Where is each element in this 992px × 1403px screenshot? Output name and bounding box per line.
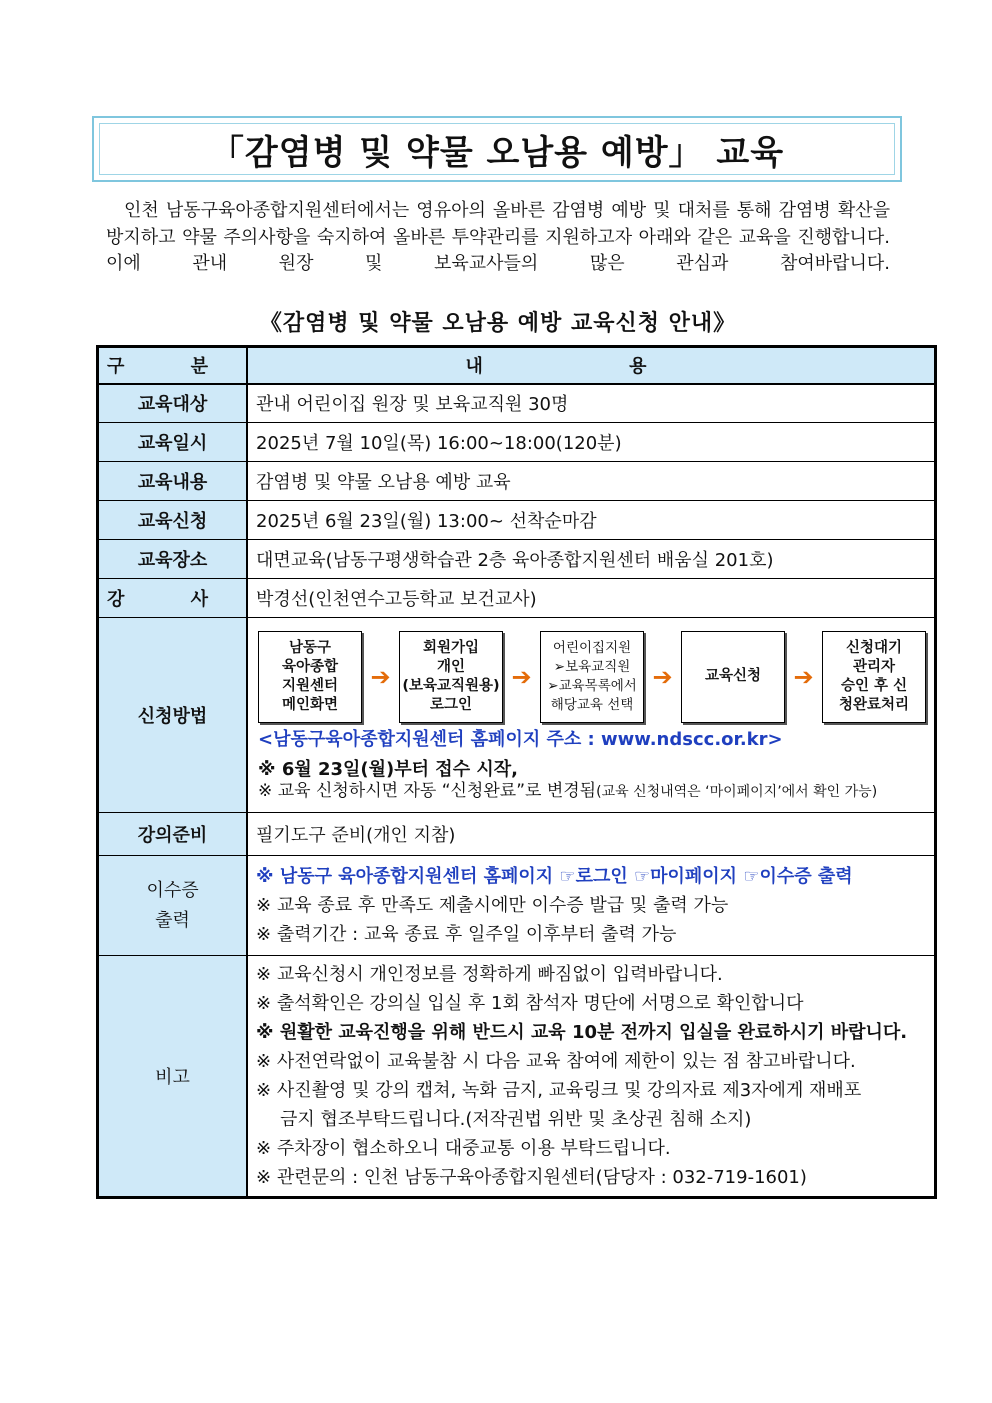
cert-line-1: ※ 남동구 육아종합지원센터 홈페이지 ☞로그인 ☞마이페이지 ☞이수증 출력 bbox=[256, 866, 853, 887]
row-label: 강 사 bbox=[98, 579, 248, 618]
row-value: 2025년 6월 23일(월) 13:00~ 선착순마감 bbox=[247, 501, 936, 540]
intro-paragraph bbox=[106, 198, 890, 278]
remark-line-6: 금지 협조부탁드립니다.(저작권법 위반 및 초상권 침해 소지) bbox=[280, 1109, 752, 1130]
remarks-content bbox=[247, 956, 936, 1198]
auto-note-small: (교육 신청내역은 ‘마이페이지’에서 확인 가능) bbox=[596, 783, 878, 800]
row-value: 관내 어린이집 원장 및 보육교직원 30명 bbox=[247, 384, 936, 423]
cert-line-3: ※ 출력기간 : 교육 종료 후 일주일 이후부터 출력 가능 bbox=[256, 924, 677, 945]
arrow-right-icon: ➔ bbox=[370, 662, 391, 691]
cert-line-2: ※ 교육 종료 후 만족도 제출시에만 이수증 발급 및 출력 가능 bbox=[256, 895, 729, 916]
apply-row bbox=[98, 618, 936, 813]
step-apply: 교육신청 bbox=[681, 631, 785, 723]
row-label: 교육내용 bbox=[98, 462, 248, 501]
prep-value: 필기도구 준비(개인 지참) bbox=[247, 813, 936, 856]
row-label: 교육신청 bbox=[98, 501, 248, 540]
apply-content bbox=[247, 618, 936, 813]
remark-line-5: ※ 사진촬영 및 강의 캡쳐, 녹화 금지, 교육링크 및 강의자료 제3자에게 재배포 bbox=[256, 1080, 862, 1101]
remark-line-3: ※ 원활한 교육진행을 위해 반드시 교육 10분 전까지 입실을 완료하시기 바랍니다. bbox=[256, 1022, 908, 1043]
step-select-course: 어린이집지원 ➢보육교직원 ➢교육목록에서 해당교육 선택 bbox=[540, 631, 644, 723]
auto-note bbox=[258, 781, 926, 802]
apply-label: 신청방법 bbox=[98, 618, 248, 813]
header-content: 내 용 bbox=[247, 347, 936, 384]
table-row bbox=[98, 540, 936, 579]
table-row bbox=[98, 579, 936, 618]
cert-row bbox=[98, 856, 936, 956]
step-main-page: 남동구 육아종합 지원센터 메인화면 bbox=[258, 631, 362, 723]
arrow-right-icon: ➔ bbox=[793, 662, 814, 691]
title-box bbox=[92, 116, 902, 182]
prep-label: 강의준비 bbox=[98, 813, 248, 856]
row-value: 박경선(인천연수고등학교 보건교사) bbox=[247, 579, 936, 618]
row-label: 교육일시 bbox=[98, 423, 248, 462]
apply-steps bbox=[258, 631, 926, 723]
table-header-row bbox=[98, 347, 936, 384]
remark-line-1: ※ 교육신청시 개인정보를 정확하게 빠짐없이 입력바랍니다. bbox=[256, 964, 723, 985]
cert-content bbox=[247, 856, 936, 956]
cert-label bbox=[98, 856, 248, 956]
arrow-right-icon: ➔ bbox=[652, 662, 673, 691]
remark-line-2: ※ 출석확인은 강의실 입실 후 1회 참석자 명단에 서명으로 확인합니다 bbox=[256, 993, 804, 1014]
step-approval: 신청대기 관리자 승인 후 신 청완료처리 bbox=[822, 631, 926, 723]
cert-label-line1: 이수증 bbox=[146, 879, 199, 901]
remarks-row bbox=[98, 956, 936, 1198]
info-table bbox=[96, 345, 937, 1199]
table-row bbox=[98, 501, 936, 540]
table-row bbox=[98, 423, 936, 462]
row-value: 2025년 7월 10일(목) 16:00~18:00(120분) bbox=[247, 423, 936, 462]
intro-text: 인천 남동구육아종합지원센터에서는 영유아의 올바른 감염병 예방 및 대처를 통해 감염병 확산을 방지하고 약물 주의사항을 숙지하여 올바른 투약관리를 지원하고자 아래와 같은 교육을 진행합니다. 이에 관내 원장 및 보육교사들의 많은 관심과 참여바랍니다. bbox=[106, 200, 890, 274]
start-note: ※ 6월 23일(월)부터 접수 시작, bbox=[258, 758, 518, 780]
row-label: 교육대상 bbox=[98, 384, 248, 423]
arrow-right-icon: ➔ bbox=[511, 662, 532, 691]
row-value: 대면교육(남동구평생학습관 2층 육아종합지원센터 배움실 201호) bbox=[247, 540, 936, 579]
remarks-label: 비고 bbox=[98, 956, 248, 1198]
section-subtitle: 《감염병 및 약물 오남용 예방 교육신청 안내》 bbox=[259, 311, 737, 336]
remark-line-8: ※ 관련문의 : 인천 남동구육아종합지원센터(담당자 : 032-719-1601) bbox=[256, 1167, 807, 1188]
page-title: 「감염병 및 약물 오남용 예방」 교육 bbox=[99, 123, 895, 175]
homepage-link[interactable]: <남동구육아종합지원센터 홈페이지 주소 : www.ndscc.or.kr> bbox=[258, 728, 783, 750]
remark-line-7: ※ 주차장이 협소하오니 대중교통 이용 부탁드립니다. bbox=[256, 1138, 671, 1159]
header-label: 구 분 bbox=[98, 347, 248, 384]
row-label: 교육장소 bbox=[98, 540, 248, 579]
step-login: 회원가입 개인 (보육교직원용) 로그인 bbox=[399, 631, 503, 723]
cert-label-line2: 출력 bbox=[155, 909, 190, 931]
prep-row bbox=[98, 813, 936, 856]
auto-note-text: ※ 교육 신청하시면 자동 “신청완료”로 변경됨 bbox=[258, 780, 597, 801]
table-row bbox=[98, 462, 936, 501]
row-value: 감염병 및 약물 오남용 예방 교육 bbox=[247, 462, 936, 501]
remark-line-4: ※ 사전연락없이 교육불참 시 다음 교육 참여에 제한이 있는 점 참고바랍니다. bbox=[256, 1051, 856, 1072]
table-row bbox=[98, 384, 936, 423]
